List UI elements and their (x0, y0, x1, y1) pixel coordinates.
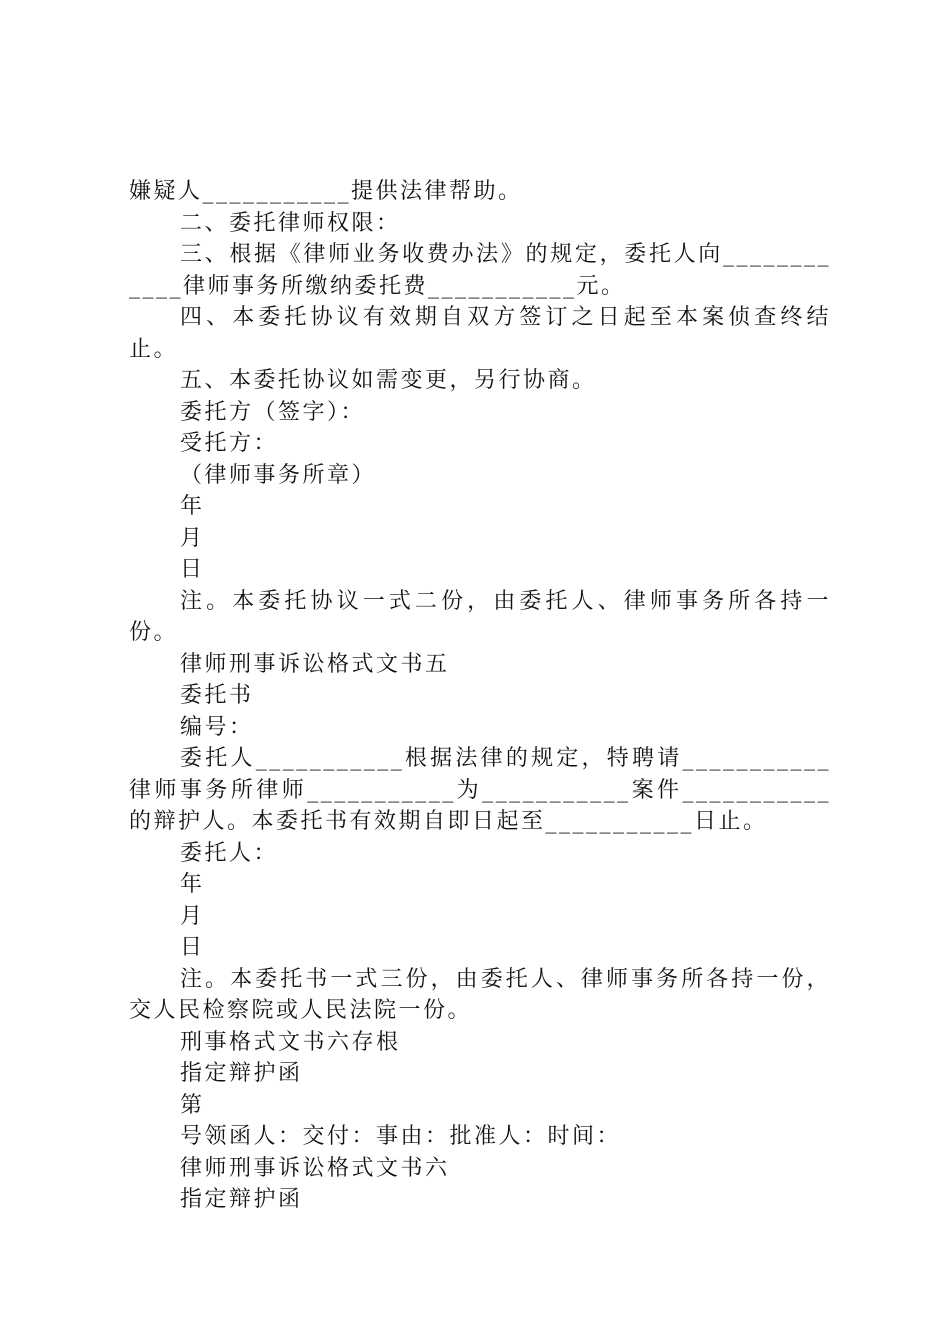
paragraph: 号领函人：交付：事由：批准人：时间： (180, 1124, 622, 1149)
paragraph: 编号： (180, 714, 254, 740)
paragraph: 年 (180, 494, 205, 519)
paragraph: 注。本委托协议一式二份，由委托人、律师事务所各持一份。 (129, 588, 831, 645)
paragraph: 刑事格式文书六存根 (180, 1029, 401, 1055)
paragraph: 月 (180, 525, 205, 551)
paragraph: 嫌疑人___________提供法律帮助。 (129, 179, 523, 204)
paragraph: 日 (180, 935, 205, 960)
paragraph: 年 (180, 872, 205, 897)
paragraph: 受托方： (180, 431, 279, 456)
paragraph: 指定辩护函 (180, 1061, 303, 1086)
paragraph: 四、本委托协议有效期自双方签订之日起至本案侦查终结止。 (129, 305, 831, 362)
paragraph: 委托人___________根据法律的规定，特聘请___________律师事务所律师___________为___________案件___________的辩护人。本委托书有效期自即日起至___________日止。 (129, 746, 831, 834)
paragraph: 委托人： (180, 840, 279, 866)
paragraph: 第 (180, 1092, 205, 1118)
paragraph: 五、本委托协议如需变更，另行协商。 (180, 368, 597, 393)
paragraph: 委托方（签字）： (180, 399, 366, 425)
paragraph: 日 (180, 557, 205, 582)
paragraph: 指定辩护函 (180, 1187, 303, 1212)
paragraph: 注。本委托书一式三份，由委托人、律师事务所各持一份，交人民检察院或人民法院一份。 (129, 966, 831, 1023)
paragraph: 三、根据《律师业务收费办法》的规定，委托人向____________律师事务所缴纳委托费___________元。 (129, 242, 831, 299)
paragraph: 律师刑事诉讼格式文书六 (180, 1155, 450, 1181)
paragraph: 二、委托律师权限： (180, 210, 401, 236)
paragraph: （律师事务所章） (180, 462, 377, 488)
paragraph: 律师刑事诉讼格式文书五 (180, 651, 450, 677)
paragraph: 委托书 (180, 683, 254, 708)
paragraph: 月 (180, 903, 205, 929)
document-body (129, 176, 831, 1216)
